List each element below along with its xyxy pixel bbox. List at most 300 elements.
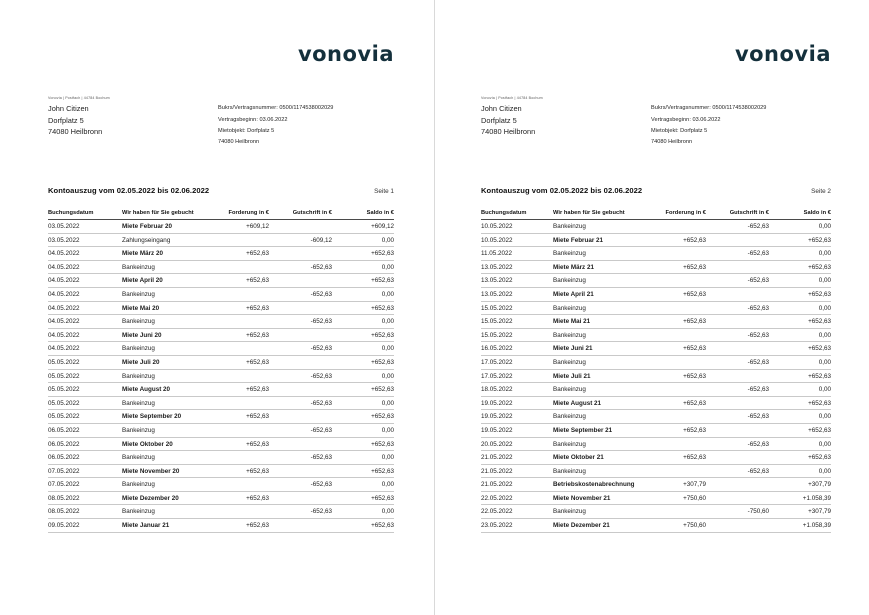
cell-balance: +652,63: [769, 287, 831, 301]
page-1: [0, 0, 434, 615]
cell-credit: [706, 519, 769, 533]
cell-date: 05.05.2022: [48, 355, 122, 369]
recipient-name: John Citizen: [48, 104, 89, 114]
cell-debit: +652,63: [640, 369, 706, 383]
cell-description: Bankeinzug: [553, 505, 640, 519]
cell-credit: -652,63: [269, 451, 332, 465]
cell-description: Miete Juli 20: [122, 355, 203, 369]
cell-debit: +307,79: [640, 478, 706, 492]
table-row: [481, 464, 831, 478]
cell-credit: [269, 410, 332, 424]
cell-balance: +1.058,39: [769, 491, 831, 505]
cell-description: Bankeinzug: [122, 505, 203, 519]
cell-debit: [203, 451, 269, 465]
contract-start-value: 03.06.2022: [259, 116, 288, 123]
cell-balance: +652,63: [332, 464, 394, 478]
col-header-balance: Saldo in €: [769, 210, 831, 220]
cell-credit: -652,63: [706, 437, 769, 451]
cell-credit: [706, 396, 769, 410]
table-row: [481, 437, 831, 451]
ledger-table-wrap-page1: [48, 210, 394, 533]
cell-debit: +652,63: [203, 464, 269, 478]
cell-description: Miete Mai 20: [122, 301, 203, 315]
cell-debit: +652,63: [203, 247, 269, 261]
recipient-city: 74080 Heilbronn: [48, 126, 103, 136]
cell-date: 03.05.2022: [48, 233, 122, 247]
cell-date: 06.05.2022: [48, 451, 122, 465]
recipient-name: John Citizen: [481, 104, 522, 114]
table-row: [48, 519, 394, 533]
cell-debit: [203, 369, 269, 383]
cell-date: 05.05.2022: [48, 383, 122, 397]
table-row: [481, 369, 831, 383]
contract-account-value: 0500/1174538002029: [279, 105, 334, 112]
cell-date: 10.05.2022: [481, 233, 553, 247]
cell-date: 07.05.2022: [48, 464, 122, 478]
table-row: [481, 260, 831, 274]
table-row: [481, 274, 831, 288]
cell-date: 22.05.2022: [481, 491, 553, 505]
table-row: [48, 301, 394, 315]
cell-date: 06.05.2022: [48, 423, 122, 437]
cell-date: 21.05.2022: [481, 464, 553, 478]
col-header-date: Buchungsdatum: [481, 210, 553, 220]
cell-description: Miete April 21: [553, 287, 640, 301]
cell-balance: +652,63: [332, 247, 394, 261]
cell-credit: [269, 383, 332, 397]
contract-account-label: Bukrs/Vertragsnummer:: [651, 105, 711, 112]
table-row: [48, 464, 394, 478]
cell-debit: [203, 287, 269, 301]
cell-balance: 0,00: [332, 396, 394, 410]
ledger-table-page1: [48, 210, 394, 533]
table-row: [48, 355, 394, 369]
cell-balance: +652,63: [769, 396, 831, 410]
cell-debit: +652,63: [203, 355, 269, 369]
table-row: [481, 220, 831, 234]
table-row: [48, 342, 394, 356]
cell-balance: 0,00: [332, 233, 394, 247]
table-row: [48, 315, 394, 329]
cell-credit: [269, 437, 332, 451]
cell-date: 16.05.2022: [481, 342, 553, 356]
cell-description: Miete August 20: [122, 383, 203, 397]
cell-balance: +652,63: [332, 437, 394, 451]
cell-balance: +1.058,39: [769, 519, 831, 533]
cell-credit: -652,63: [706, 383, 769, 397]
return-address-line: Vonovia | Postfach | 44784 Bochum: [48, 96, 110, 101]
cell-description: Miete Februar 20: [122, 220, 203, 234]
cell-description: Bankeinzug: [122, 260, 203, 274]
table-row: [481, 233, 831, 247]
cell-description: Bankeinzug: [122, 451, 203, 465]
cell-balance: 0,00: [332, 451, 394, 465]
table-row: [48, 491, 394, 505]
cell-debit: [203, 478, 269, 492]
table-row: [48, 328, 394, 342]
cell-description: Miete Dezember 20: [122, 491, 203, 505]
cell-date: 19.05.2022: [481, 423, 553, 437]
cell-date: 18.05.2022: [481, 383, 553, 397]
cell-balance: 0,00: [332, 369, 394, 383]
contract-start-line: [651, 115, 766, 126]
cell-credit: -652,63: [706, 301, 769, 315]
cell-date: 08.05.2022: [48, 505, 122, 519]
cell-debit: +652,63: [203, 383, 269, 397]
cell-debit: +652,63: [203, 519, 269, 533]
cell-debit: +750,60: [640, 491, 706, 505]
cell-balance: +652,63: [332, 274, 394, 288]
cell-balance: 0,00: [332, 342, 394, 356]
cell-credit: [269, 464, 332, 478]
statement-title: Kontoauszug vom 02.05.2022 bis 02.06.2022: [48, 186, 210, 195]
page-number-1: Seite 1: [374, 188, 394, 195]
cell-debit: +652,63: [640, 287, 706, 301]
cell-date: 21.05.2022: [481, 478, 553, 492]
table-row: [48, 233, 394, 247]
cell-balance: 0,00: [332, 315, 394, 329]
col-header-credit: Gutschrift in €: [706, 210, 769, 220]
cell-credit: -652,63: [706, 247, 769, 261]
col-header-description: Wir haben für Sie gebucht: [122, 210, 203, 220]
cell-credit: [706, 423, 769, 437]
cell-description: Miete Juni 21: [553, 342, 640, 356]
contract-object-city: 74080 Heilbronn: [218, 138, 260, 145]
cell-credit: -652,63: [706, 328, 769, 342]
cell-credit: -652,63: [706, 464, 769, 478]
cell-date: 04.05.2022: [48, 287, 122, 301]
cell-debit: [640, 247, 706, 261]
cell-date: 07.05.2022: [48, 478, 122, 492]
table-row: [481, 315, 831, 329]
cell-description: Miete Juli 21: [553, 369, 640, 383]
cell-balance: +652,63: [769, 233, 831, 247]
contract-object-value: Dorfplatz 5: [680, 127, 708, 134]
cell-description: Miete Oktober 21: [553, 451, 640, 465]
cell-date: 04.05.2022: [48, 260, 122, 274]
cell-credit: [706, 287, 769, 301]
recipient-city: 74080 Heilbronn: [481, 126, 536, 136]
contract-object-line: [218, 126, 333, 137]
cell-balance: 0,00: [769, 301, 831, 315]
table-row: [481, 247, 831, 261]
cell-balance: +652,63: [332, 519, 394, 533]
cell-credit: -652,63: [269, 260, 332, 274]
table-row: [481, 383, 831, 397]
cell-credit: -652,63: [706, 355, 769, 369]
cell-balance: +652,63: [769, 423, 831, 437]
cell-description: Zahlungseingang: [122, 233, 203, 247]
address-block-page1: [48, 96, 394, 148]
cell-description: Bankeinzug: [553, 301, 640, 315]
contract-object-city: 74080 Heilbronn: [651, 138, 693, 145]
recipient-address: [481, 103, 651, 148]
table-row: [48, 410, 394, 424]
cell-balance: 0,00: [769, 247, 831, 261]
col-header-balance: Saldo in €: [332, 210, 394, 220]
cell-balance: 0,00: [332, 423, 394, 437]
contract-start-value: 03.06.2022: [692, 116, 721, 123]
cell-description: Miete November 21: [553, 491, 640, 505]
cell-debit: [640, 464, 706, 478]
cell-debit: +652,63: [203, 437, 269, 451]
cell-balance: +652,63: [769, 315, 831, 329]
cell-date: 04.05.2022: [48, 328, 122, 342]
cell-debit: +652,63: [640, 342, 706, 356]
table-row: [481, 355, 831, 369]
vonovia-logo-text: vonovia: [734, 42, 831, 66]
cell-credit: [269, 328, 332, 342]
cell-description: Bankeinzug: [553, 328, 640, 342]
cell-description: Miete Februar 21: [553, 233, 640, 247]
cell-debit: +652,63: [203, 274, 269, 288]
cell-credit: [706, 478, 769, 492]
cell-date: 04.05.2022: [48, 274, 122, 288]
contract-object-label: Mietobjekt:: [218, 127, 246, 134]
cell-credit: -652,63: [706, 274, 769, 288]
col-header-credit: Gutschrift in €: [269, 210, 332, 220]
cell-description: Miete Dezember 21: [553, 519, 640, 533]
cell-date: 20.05.2022: [481, 437, 553, 451]
cell-balance: 0,00: [332, 260, 394, 274]
cell-date: 21.05.2022: [481, 451, 553, 465]
cell-credit: [269, 491, 332, 505]
address-block-page2: [481, 96, 831, 148]
cell-date: 15.05.2022: [481, 301, 553, 315]
vonovia-logo-text: vonovia: [297, 42, 394, 66]
cell-description: Bankeinzug: [553, 355, 640, 369]
cell-debit: [203, 505, 269, 519]
cell-date: 06.05.2022: [48, 437, 122, 451]
cell-balance: +652,63: [769, 451, 831, 465]
cell-debit: [203, 260, 269, 274]
table-row: [481, 491, 831, 505]
table-row: [481, 287, 831, 301]
cell-balance: 0,00: [769, 274, 831, 288]
contract-account-line: [651, 103, 766, 114]
cell-debit: +652,63: [640, 451, 706, 465]
cell-date: 13.05.2022: [481, 274, 553, 288]
cell-balance: +307,79: [769, 505, 831, 519]
cell-date: 13.05.2022: [481, 287, 553, 301]
cell-credit: [269, 220, 332, 234]
recipient-street: Dorfplatz 5: [481, 115, 517, 125]
cell-debit: +652,63: [640, 396, 706, 410]
cell-date: 13.05.2022: [481, 260, 553, 274]
cell-credit: -652,63: [269, 396, 332, 410]
cell-description: Miete September 20: [122, 410, 203, 424]
table-row: [481, 342, 831, 356]
cell-balance: 0,00: [769, 220, 831, 234]
table-row: [481, 519, 831, 533]
contract-account-label: Bukrs/Vertragsnummer:: [218, 105, 278, 112]
contract-object-line: [651, 126, 766, 137]
cell-description: Bankeinzug: [122, 315, 203, 329]
cell-date: 15.05.2022: [481, 328, 553, 342]
cell-date: 19.05.2022: [481, 410, 553, 424]
cell-credit: [706, 342, 769, 356]
contract-start-label: Vertragsbeginn:: [218, 116, 258, 123]
cell-balance: 0,00: [769, 437, 831, 451]
cell-balance: +609,12: [332, 220, 394, 234]
cell-date: 11.05.2022: [481, 247, 553, 261]
cell-credit: [706, 260, 769, 274]
cell-debit: [640, 328, 706, 342]
table-row: [481, 451, 831, 465]
statement-header-page1: [48, 186, 394, 195]
cell-description: Miete November 20: [122, 464, 203, 478]
cell-date: 19.05.2022: [481, 396, 553, 410]
cell-balance: 0,00: [332, 287, 394, 301]
cell-credit: -652,63: [269, 505, 332, 519]
table-header-row: [48, 210, 394, 220]
contract-object-label: Mietobjekt:: [651, 127, 679, 134]
contract-details: [218, 103, 333, 148]
cell-credit: -652,63: [706, 220, 769, 234]
cell-date: 04.05.2022: [48, 342, 122, 356]
cell-description: Miete August 21: [553, 396, 640, 410]
cell-debit: [640, 383, 706, 397]
cell-credit: -750,60: [706, 505, 769, 519]
cell-date: 15.05.2022: [481, 315, 553, 329]
page-2: [435, 0, 869, 615]
cell-debit: [203, 423, 269, 437]
cell-balance: +652,63: [769, 369, 831, 383]
cell-balance: +652,63: [332, 301, 394, 315]
cell-description: Bankeinzug: [553, 220, 640, 234]
cell-date: 03.05.2022: [48, 220, 122, 234]
cell-debit: +652,63: [203, 301, 269, 315]
cell-balance: +307,79: [769, 478, 831, 492]
table-row: [48, 396, 394, 410]
cell-credit: -652,63: [269, 478, 332, 492]
col-header-date: Buchungsdatum: [48, 210, 122, 220]
table-row: [48, 247, 394, 261]
cell-description: Miete Oktober 20: [122, 437, 203, 451]
table-row: [48, 437, 394, 451]
cell-balance: 0,00: [769, 464, 831, 478]
cell-debit: [640, 410, 706, 424]
cell-date: 05.05.2022: [48, 396, 122, 410]
cell-credit: [706, 491, 769, 505]
cell-balance: 0,00: [769, 410, 831, 424]
table-row: [481, 328, 831, 342]
table-header-row: [481, 210, 831, 220]
cell-description: Miete März 21: [553, 260, 640, 274]
cell-credit: -652,63: [269, 369, 332, 383]
cell-date: 04.05.2022: [48, 247, 122, 261]
ledger-table-page2: [481, 210, 831, 533]
cell-description: Bankeinzug: [553, 274, 640, 288]
cell-description: Bankeinzug: [553, 437, 640, 451]
cell-debit: [640, 220, 706, 234]
cell-credit: -652,63: [269, 287, 332, 301]
cell-debit: [203, 396, 269, 410]
cell-debit: +652,63: [203, 491, 269, 505]
cell-description: Miete Mai 21: [553, 315, 640, 329]
table-row: [48, 369, 394, 383]
cell-description: Bankeinzug: [553, 464, 640, 478]
cell-credit: [269, 355, 332, 369]
cell-date: 10.05.2022: [481, 220, 553, 234]
table-row: [481, 505, 831, 519]
cell-description: Bankeinzug: [553, 383, 640, 397]
contract-account-line: [218, 103, 333, 114]
col-header-description: Wir haben für Sie gebucht: [553, 210, 640, 220]
cell-date: 04.05.2022: [48, 301, 122, 315]
cell-description: Bankeinzug: [553, 247, 640, 261]
table-row: [48, 260, 394, 274]
cell-balance: 0,00: [769, 328, 831, 342]
cell-date: 23.05.2022: [481, 519, 553, 533]
cell-debit: +652,63: [640, 315, 706, 329]
cell-date: 09.05.2022: [48, 519, 122, 533]
cell-balance: +652,63: [332, 328, 394, 342]
cell-date: 05.05.2022: [48, 369, 122, 383]
cell-debit: [640, 301, 706, 315]
col-header-debit: Forderung in €: [203, 210, 269, 220]
cell-description: Bankeinzug: [122, 396, 203, 410]
cell-description: Bankeinzug: [122, 423, 203, 437]
cell-date: 05.05.2022: [48, 410, 122, 424]
return-address-line: Vonovia | Postfach | 44784 Bochum: [481, 96, 543, 101]
cell-balance: +652,63: [332, 410, 394, 424]
recipient-street: Dorfplatz 5: [48, 115, 84, 125]
table-row: [48, 423, 394, 437]
cell-description: Miete März 20: [122, 247, 203, 261]
statement-header-page2: [481, 186, 831, 195]
cell-description: Miete September 21: [553, 423, 640, 437]
cell-credit: [706, 233, 769, 247]
table-row: [48, 220, 394, 234]
cell-credit: [269, 247, 332, 261]
cell-debit: [640, 274, 706, 288]
table-row: [481, 410, 831, 424]
cell-description: Bankeinzug: [122, 369, 203, 383]
statement-title: Kontoauszug vom 02.05.2022 bis 02.06.2022: [481, 186, 643, 195]
cell-balance: 0,00: [332, 505, 394, 519]
ledger-body-page2: [481, 220, 831, 533]
cell-balance: +652,63: [769, 342, 831, 356]
cell-balance: +652,63: [332, 355, 394, 369]
cell-debit: [203, 315, 269, 329]
cell-credit: [706, 369, 769, 383]
cell-description: Miete April 20: [122, 274, 203, 288]
cell-debit: [640, 505, 706, 519]
cell-description: Bankeinzug: [122, 342, 203, 356]
vonovia-logo: [298, 44, 394, 65]
contract-account-value: 0500/1174538002029: [712, 105, 767, 112]
cell-credit: -652,63: [269, 423, 332, 437]
cell-credit: [269, 301, 332, 315]
cell-debit: [640, 355, 706, 369]
contract-details: [651, 103, 766, 148]
table-row: [48, 451, 394, 465]
contract-start-label: Vertragsbeginn:: [651, 116, 691, 123]
recipient-address: [48, 103, 218, 148]
table-row: [48, 478, 394, 492]
table-row: [48, 505, 394, 519]
cell-credit: -609,12: [269, 233, 332, 247]
cell-debit: +652,63: [640, 260, 706, 274]
cell-balance: 0,00: [769, 355, 831, 369]
cell-credit: [269, 274, 332, 288]
cell-balance: +652,63: [769, 260, 831, 274]
cell-debit: +652,63: [640, 423, 706, 437]
cell-debit: [640, 437, 706, 451]
cell-date: 17.05.2022: [481, 355, 553, 369]
cell-description: Betriebskostenabrechnung: [553, 478, 640, 492]
